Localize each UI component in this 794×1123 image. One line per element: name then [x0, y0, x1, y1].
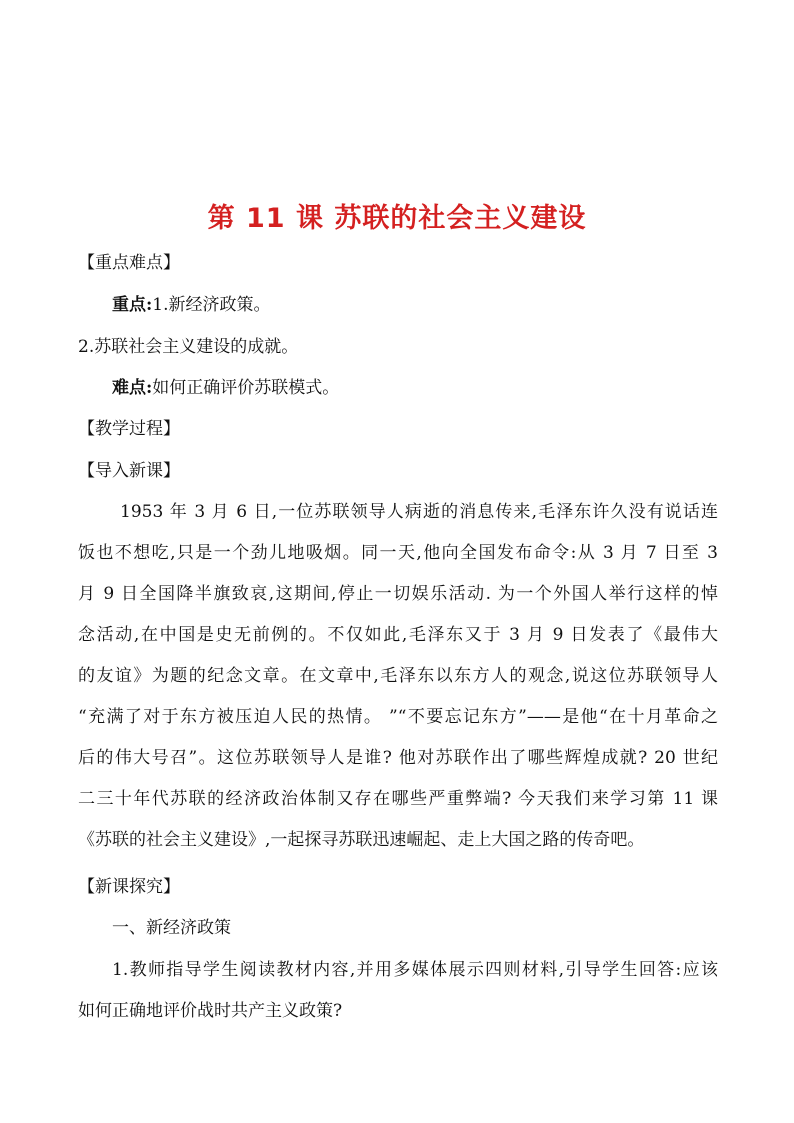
item-1-line: 1.教师指导学生阅读教材内容,并用多媒体展示四则材料,引导学生回答:应该 [112, 960, 718, 980]
key-point-label: 重点: [112, 295, 153, 315]
intro-line: 饭也不想吃,只是一个劲儿地吸烟。同一天,他向全国发布命令:从 3 月 7 日至 3 [78, 543, 718, 563]
key-point-1: 1.新经济政策。 [152, 295, 271, 315]
intro-paragraph [78, 501, 718, 870]
item-1-line: 如何正确地评价战时共产主义政策? [78, 1001, 343, 1021]
item-1-paragraph [78, 959, 718, 1041]
key-point-2: 2.苏联社会主义建设的成就。 [78, 337, 299, 357]
intro-line: “充满了对于东方被压迫人民的热情。 ”“不要忘记东方”——是他“在十月革命之 [78, 707, 718, 727]
intro-line: 念活动,在中国是史无前例的。不仅如此,毛泽东又于 3 月 9 日发表了《最伟大 [78, 625, 718, 645]
intro-line: 的友谊》为题的纪念文章。在文章中,毛泽东以东方人的观念,说这位苏联领导人 [78, 666, 718, 686]
intro-line: 月 9 日全国降半旗致哀,这期间,停止一切娱乐活动. 为一个外国人举行这样的悼 [78, 584, 718, 604]
section-process-heading: 【教学过程】 [78, 419, 180, 439]
intro-line: 1953 年 3 月 6 日,一位苏联领导人病逝的消息传来,毛泽东许久没有说话连 [120, 502, 718, 522]
section-intro-heading: 【导入新课】 [78, 461, 180, 481]
intro-line: 《苏联的社会主义建设》,一起探寻苏联迅速崛起、走上大国之路的传奇吧。 [78, 830, 645, 850]
section-key-points-heading: 【重点难点】 [78, 253, 180, 273]
section-new-heading: 【新课探究】 [78, 877, 180, 897]
difficulty-text: 如何正确评价苏联模式。 [152, 378, 340, 398]
intro-line: 后的伟大号召”。这位苏联领导人是谁? 他对苏联作出了哪些辉煌成就? 20 世纪 [78, 748, 718, 768]
difficulty-label: 难点: [112, 378, 153, 398]
difficulty-line [112, 377, 339, 399]
subsection-1-heading: 一、新经济政策 [112, 918, 231, 938]
lesson-title: 第 11 课 苏联的社会主义建设 [207, 203, 587, 234]
key-point-line [112, 294, 271, 316]
intro-line: 二三十年代苏联的经济政治体制又存在哪些严重弊端? 今天我们来学习第 11 课 [78, 789, 718, 809]
